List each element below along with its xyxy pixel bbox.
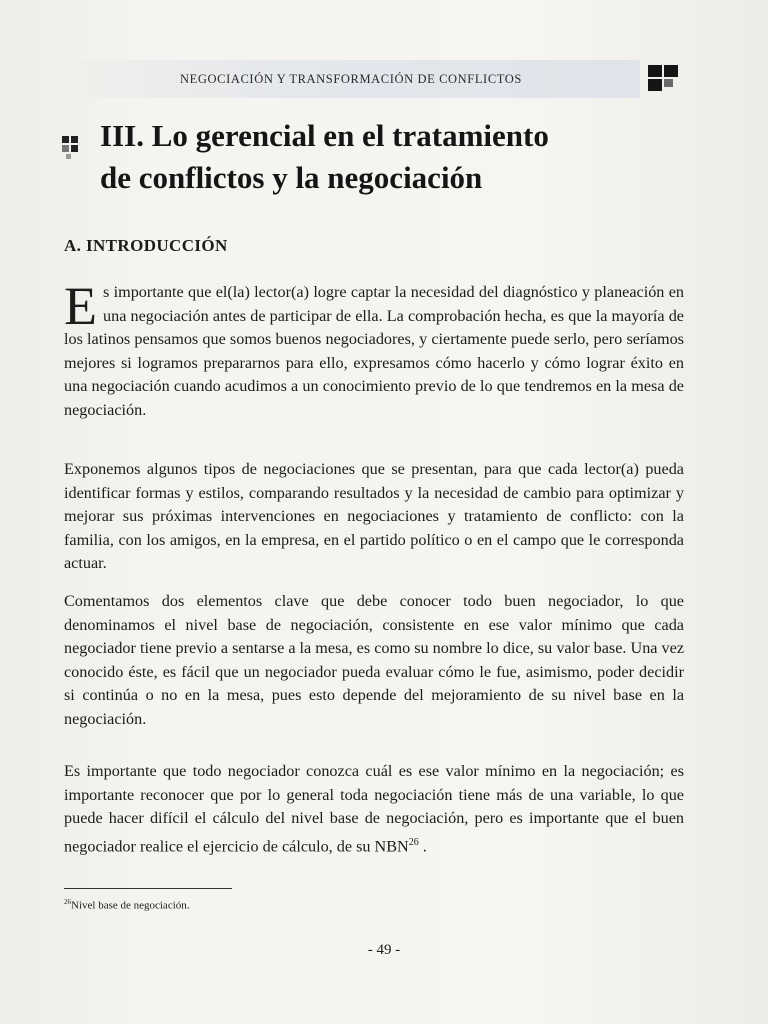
paragraph-3: Comentamos dos elementos clave que debe conocer todo buen negociador, lo que denominamos el nivel base de negociación, consistente en ese valor mínimo que cada negociador tiene previo a sentarse a la mesa, es como su nombre lo dice, su valor base. Una vez conocido éste, es fácil que un negociador pueda evaluar cómo le fue, asimismo, poder decidir si continúa o no en la mesa, pues esto depende del mejoramiento de su nivel base en la negociación. xyxy=(64,592,684,728)
page-number: - 49 - xyxy=(367,942,401,958)
paragraph-4-text: Es importante que todo negociador conozca cuál es ese valor mínimo en la negociación; es importante reconocer que por lo general toda negociación tiene más de una variable, lo que puede hacer difícil el cálculo del nivel base de negociación, pero es importante que el buen negociador realice el ejercicio de cálculo, de su NBN xyxy=(64,762,684,855)
paragraph-2: Exponemos algunos tipos de negociaciones que se presentan, para que cada lector(a) pueda identificar formas y estilos, comparando resultados y la necesidad de cambio para optimizar y mejorar sus próximas intervenciones en negociaciones y tratamiento de conflicto: con la familia, con los amigos, en la empresa, en el partido político o en el campo que le corresponda actuar. xyxy=(64,460,684,572)
footnote-divider xyxy=(64,888,232,889)
paragraph-4 xyxy=(64,760,684,858)
section-heading: A. INTRODUCCIÓN xyxy=(64,236,228,255)
footnote-text: Nivel base de negociación. xyxy=(71,899,190,912)
footnote-number: 26 xyxy=(64,898,71,906)
chapter-title-line2: de conflictos y la negociación xyxy=(100,160,483,195)
chapter-title xyxy=(100,115,700,199)
footnote xyxy=(64,898,190,912)
running-head-text: NEGOCIACIÓN Y TRANSFORMACIÓN DE CONFLICTOS xyxy=(180,71,522,86)
footnote-reference: 26 xyxy=(408,836,419,848)
drop-cap: E xyxy=(64,276,97,336)
chapter-bullet-ornament xyxy=(60,132,82,172)
paragraph-1 xyxy=(64,276,684,422)
paragraph-4-end: . xyxy=(418,836,427,855)
running-head xyxy=(62,60,640,98)
paragraph-1-text: s importante que el(la) lector(a) logre captar la necesidad del diagnóstico y planeación en una negociación antes de participar de ella. La comprobación hecha, es que la mayoría de los latinos pensamos que somos buenos negociadores, y ciertamente puede serlo, pero seríamos mejores si logramos prepararnos para ello, expresamos cómo hacerlo y cómo lograr éxito en una negociación cuando acudimos a un conocimiento previo de lo que tendremos en la mesa de negociación. xyxy=(64,283,684,419)
corner-squares-ornament xyxy=(646,63,680,93)
chapter-title-line1: III. Lo gerencial en el tratamiento xyxy=(100,118,549,153)
